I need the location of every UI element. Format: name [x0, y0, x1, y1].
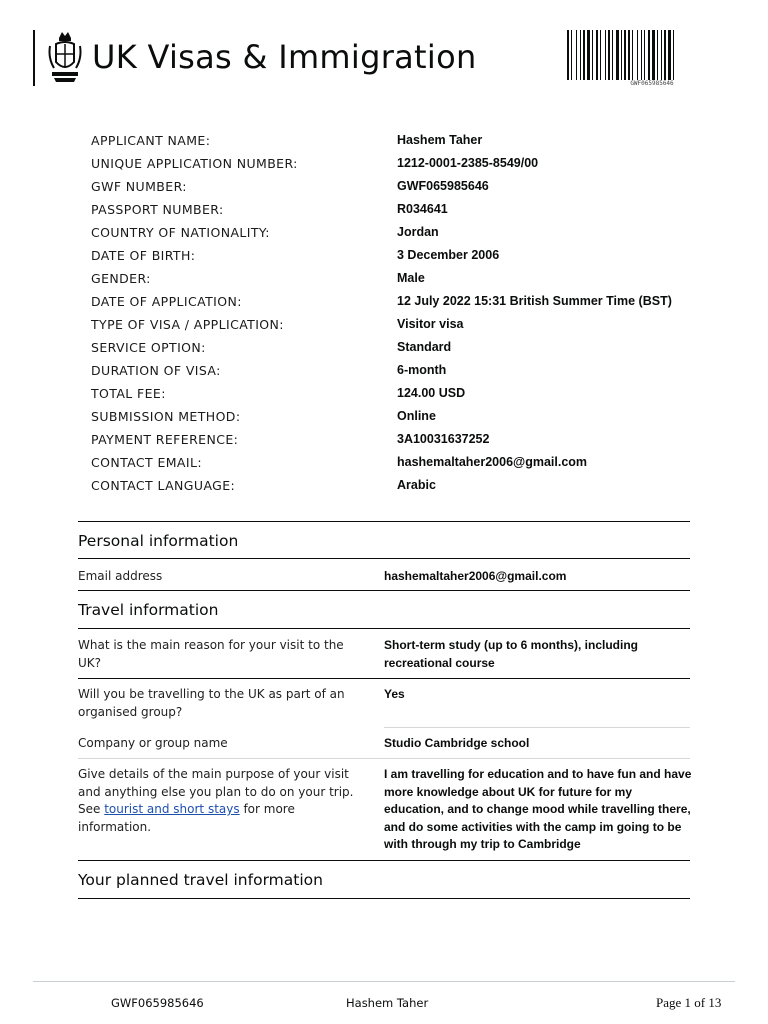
section-divider — [78, 898, 690, 899]
summary-row — [91, 406, 711, 429]
summary-label: PAYMENT REFERENCE: — [91, 432, 239, 447]
visit-reason-answer: Short-term study (up to 6 months), including recreational course — [384, 638, 638, 670]
summary-row — [91, 222, 711, 245]
summary-value: 3 December 2006 — [397, 248, 500, 262]
visit-details-question — [78, 766, 368, 836]
summary-label: UNIQUE APPLICATION NUMBER: — [91, 156, 298, 171]
row-divider — [78, 758, 690, 759]
footer-applicant-name: Hashem Taher — [346, 996, 429, 1010]
footer-gwf-number: GWF065985646 — [111, 996, 204, 1010]
summary-label: COUNTRY OF NATIONALITY: — [91, 225, 270, 240]
section-divider — [78, 558, 690, 559]
travel-info-heading: Travel information — [78, 601, 219, 619]
summary-value: Jordan — [397, 225, 439, 239]
tourist-short-stays-link[interactable]: tourist and short stays — [104, 802, 240, 816]
summary-row — [91, 153, 711, 176]
row-divider — [384, 727, 690, 728]
footer-divider — [33, 981, 735, 982]
summary-row — [91, 337, 711, 360]
summary-label: PASSPORT NUMBER: — [91, 202, 224, 217]
royal-coat-of-arms-icon — [46, 28, 84, 86]
summary-value: 6-month — [397, 363, 447, 377]
summary-value: Online — [397, 409, 436, 423]
visit-details-question-text: Give details of the main purpose of your visit and anything else you plan to do on your trip. See — [78, 767, 354, 816]
summary-row — [91, 383, 711, 406]
visit-reason-question: What is the main reason for your visit to the UK? — [78, 638, 344, 670]
summary-row — [91, 245, 711, 268]
section-divider — [78, 628, 690, 629]
summary-label: GWF NUMBER: — [91, 179, 187, 194]
summary-row — [91, 452, 711, 475]
application-summary — [91, 130, 711, 498]
summary-value: Arabic — [397, 478, 436, 492]
visit-details-answer: I am travelling for education and to have fun and have more knowledge about UK for future for my education, and to change mood while travelling there, and do some activities with the camp im going to be with through my trip to Cambridge — [384, 767, 692, 851]
summary-label: SERVICE OPTION: — [91, 340, 206, 355]
summary-row — [91, 130, 711, 153]
summary-value: Visitor visa — [397, 317, 464, 331]
brand-title: UK Visas & Immigration — [92, 38, 477, 76]
summary-row — [91, 268, 711, 291]
summary-label: SUBMISSION METHOD: — [91, 409, 241, 424]
summary-label: TOTAL FEE: — [91, 386, 166, 401]
section-divider — [78, 521, 690, 522]
summary-label: APPLICANT NAME: — [91, 133, 211, 148]
organised-group-answer: Yes — [384, 687, 405, 701]
summary-value: hashemaltaher2006@gmail.com — [397, 455, 588, 469]
summary-label: DATE OF APPLICATION: — [91, 294, 242, 309]
summary-label: CONTACT LANGUAGE: — [91, 478, 236, 493]
summary-row — [91, 314, 711, 337]
summary-value: Standard — [397, 340, 452, 354]
summary-value: 12 July 2022 15:31 British Summer Time (BST) — [397, 294, 672, 308]
row-divider — [78, 678, 690, 679]
summary-label: DATE OF BIRTH: — [91, 248, 196, 263]
summary-value: 124.00 USD — [397, 386, 466, 400]
summary-row — [91, 360, 711, 383]
summary-label: CONTACT EMAIL: — [91, 455, 202, 470]
summary-value: Hashem Taher — [397, 133, 483, 147]
barcode-caption: GWF065985646 — [630, 80, 674, 87]
summary-value: 3A10031637252 — [397, 432, 490, 446]
summary-value: GWF065985646 — [397, 179, 489, 193]
summary-value: 1212-0001-2385-8549/00 — [397, 156, 539, 170]
personal-info-heading: Personal information — [78, 532, 239, 550]
summary-label: DURATION OF VISA: — [91, 363, 221, 378]
barcode-icon — [566, 30, 738, 80]
email-question: Email address — [78, 569, 163, 583]
page-number: Page 1 of 13 — [656, 995, 722, 1010]
summary-label: TYPE OF VISA / APPLICATION: — [91, 317, 284, 332]
summary-value: R034641 — [397, 202, 448, 216]
company-answer: Studio Cambridge school — [384, 736, 530, 750]
summary-row — [91, 176, 711, 199]
summary-value: Male — [397, 271, 425, 285]
summary-row — [91, 199, 711, 222]
summary-row — [91, 429, 711, 452]
page-header — [0, 0, 768, 100]
company-question: Company or group name — [78, 736, 228, 750]
header-accent-bar — [33, 30, 35, 86]
summary-row — [91, 475, 711, 498]
summary-label: GENDER: — [91, 271, 151, 286]
organised-group-question: Will you be travelling to the UK as part of an organised group? — [78, 687, 345, 719]
email-answer: hashemaltaher2006@gmail.com — [384, 569, 567, 583]
visit-details-question-suffix: for more information. — [78, 802, 295, 834]
section-divider — [78, 860, 690, 861]
planned-travel-heading: Your planned travel information — [78, 871, 323, 889]
summary-row — [91, 291, 711, 314]
section-divider — [78, 590, 690, 591]
